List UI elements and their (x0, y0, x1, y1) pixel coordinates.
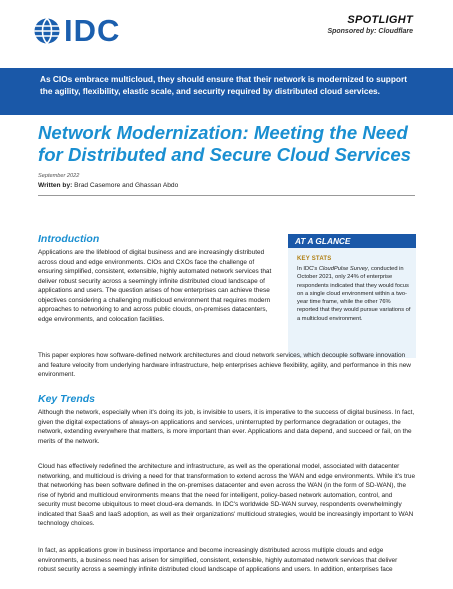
key-stats-survey-name: CloudPulse Survey (318, 266, 368, 272)
page-header (0, 0, 453, 68)
key-stats-text-post: , conducted in October 2021, only 24% of enterprise respondents indicated that they would focus on a single cloud environment within a two-year time frame, while the other 76% reported that they would pursue variations of a multicloud environment. (297, 266, 411, 322)
introduction-paragraph: Applications are the lifeblood of digital business and are increasingly distributed across cloud and edge environments. CIOs and CXOs face the challenge of ensuring simplified, consistent, extensible, highly automated network services that deliver robust security across a seemingly infinite distributed cloud landscape of applications and users. The question arises of how enterprises can achieve these objectives considering a challenging multicloud environment that requires modern approaches to networking to and across public clouds, on-premises datacenters, edge environments, and colocation facilities. (38, 249, 272, 323)
globe-icon (33, 17, 61, 45)
key-stats-text (297, 265, 411, 323)
spotlight-block (327, 14, 413, 35)
banner-text: As CIOs embrace multicloud, they should ensure that their network is modernized to support the agility, flexibility, elastic scale, and security required by distributed cloud services. (40, 74, 407, 96)
authors-label: Written by: (38, 182, 73, 189)
key-stats-text-pre: In IDC's (297, 266, 319, 272)
spotlight-label: SPOTLIGHT (347, 14, 413, 26)
key-stats-label: KEY STATS (297, 256, 332, 262)
at-a-glance-box (288, 234, 416, 358)
introduction-heading: Introduction (38, 233, 100, 245)
document-title: Network Modernization: Meeting the Need for Distributed and Secure Cloud Services (38, 122, 412, 165)
paper-paragraph: This paper explores how software-defined network architectures and cloud network services, which decouple software innovation and feature velocity from underlying hardware infrastructure, help enterprises achieve flexibility, agility, and performance in this new environment. (38, 352, 411, 379)
key-trends-paragraph-2: Cloud has effectively redefined the architecture and infrastructure, as well as the operational model, associated with datacenter networking, and multicloud is driving a need for that transformation to extend across the WAN and edge environments. While it's true that networking has been software defined in the on-premises datacenter and even across the WAN (in the form of SD-WAN), the rise of hybrid and multicloud environments means that the need for intelligent, policy-based network automation, control, and security must become ubiquitous to meet cloud-era demands. In IDC's worldwide SD-WAN survey, respondents overwhelmingly indicated that SaaS and IaaS adoption, as well as their organizations' multicloud strategies, would be increasingly important to WAN technology choices. (38, 463, 416, 528)
authors-names: Brad Casemore and Ghassan Abdo (74, 182, 179, 189)
divider (38, 195, 415, 196)
authors-line (38, 182, 178, 189)
key-trends-paragraph-1: Although the network, especially when it's doing its job, is invisible to users, it is imperative to the success of digital business. In fact, given the digital expectations of always-on applications and services, uninterrupted by performance degradation or outages, the network, extending everywhere that matters, is more important than ever. Applications and data depend, and succeed or fail, on the merits of the network. (38, 409, 415, 445)
key-trends-paragraph-3: In fact, as applications grow in business importance and become increasingly distributed across multiple clouds and edge environments, a business need has arisen for simplified, consistent, extensible, highly automated network services that deliver robust security across a seemingly infinite distributed cloud landscape of applications and users. In addition, enterprises face (38, 547, 398, 574)
at-a-glance-title: AT A GLANCE (288, 234, 416, 248)
logo-text: IDC (64, 13, 121, 48)
sponsor-text: Sponsored by: Cloudflare (327, 28, 413, 35)
key-trends-heading: Key Trends (38, 393, 95, 405)
idc-logo (33, 15, 120, 46)
publication-date: September 2022 (38, 173, 80, 179)
summary-banner (0, 68, 453, 115)
